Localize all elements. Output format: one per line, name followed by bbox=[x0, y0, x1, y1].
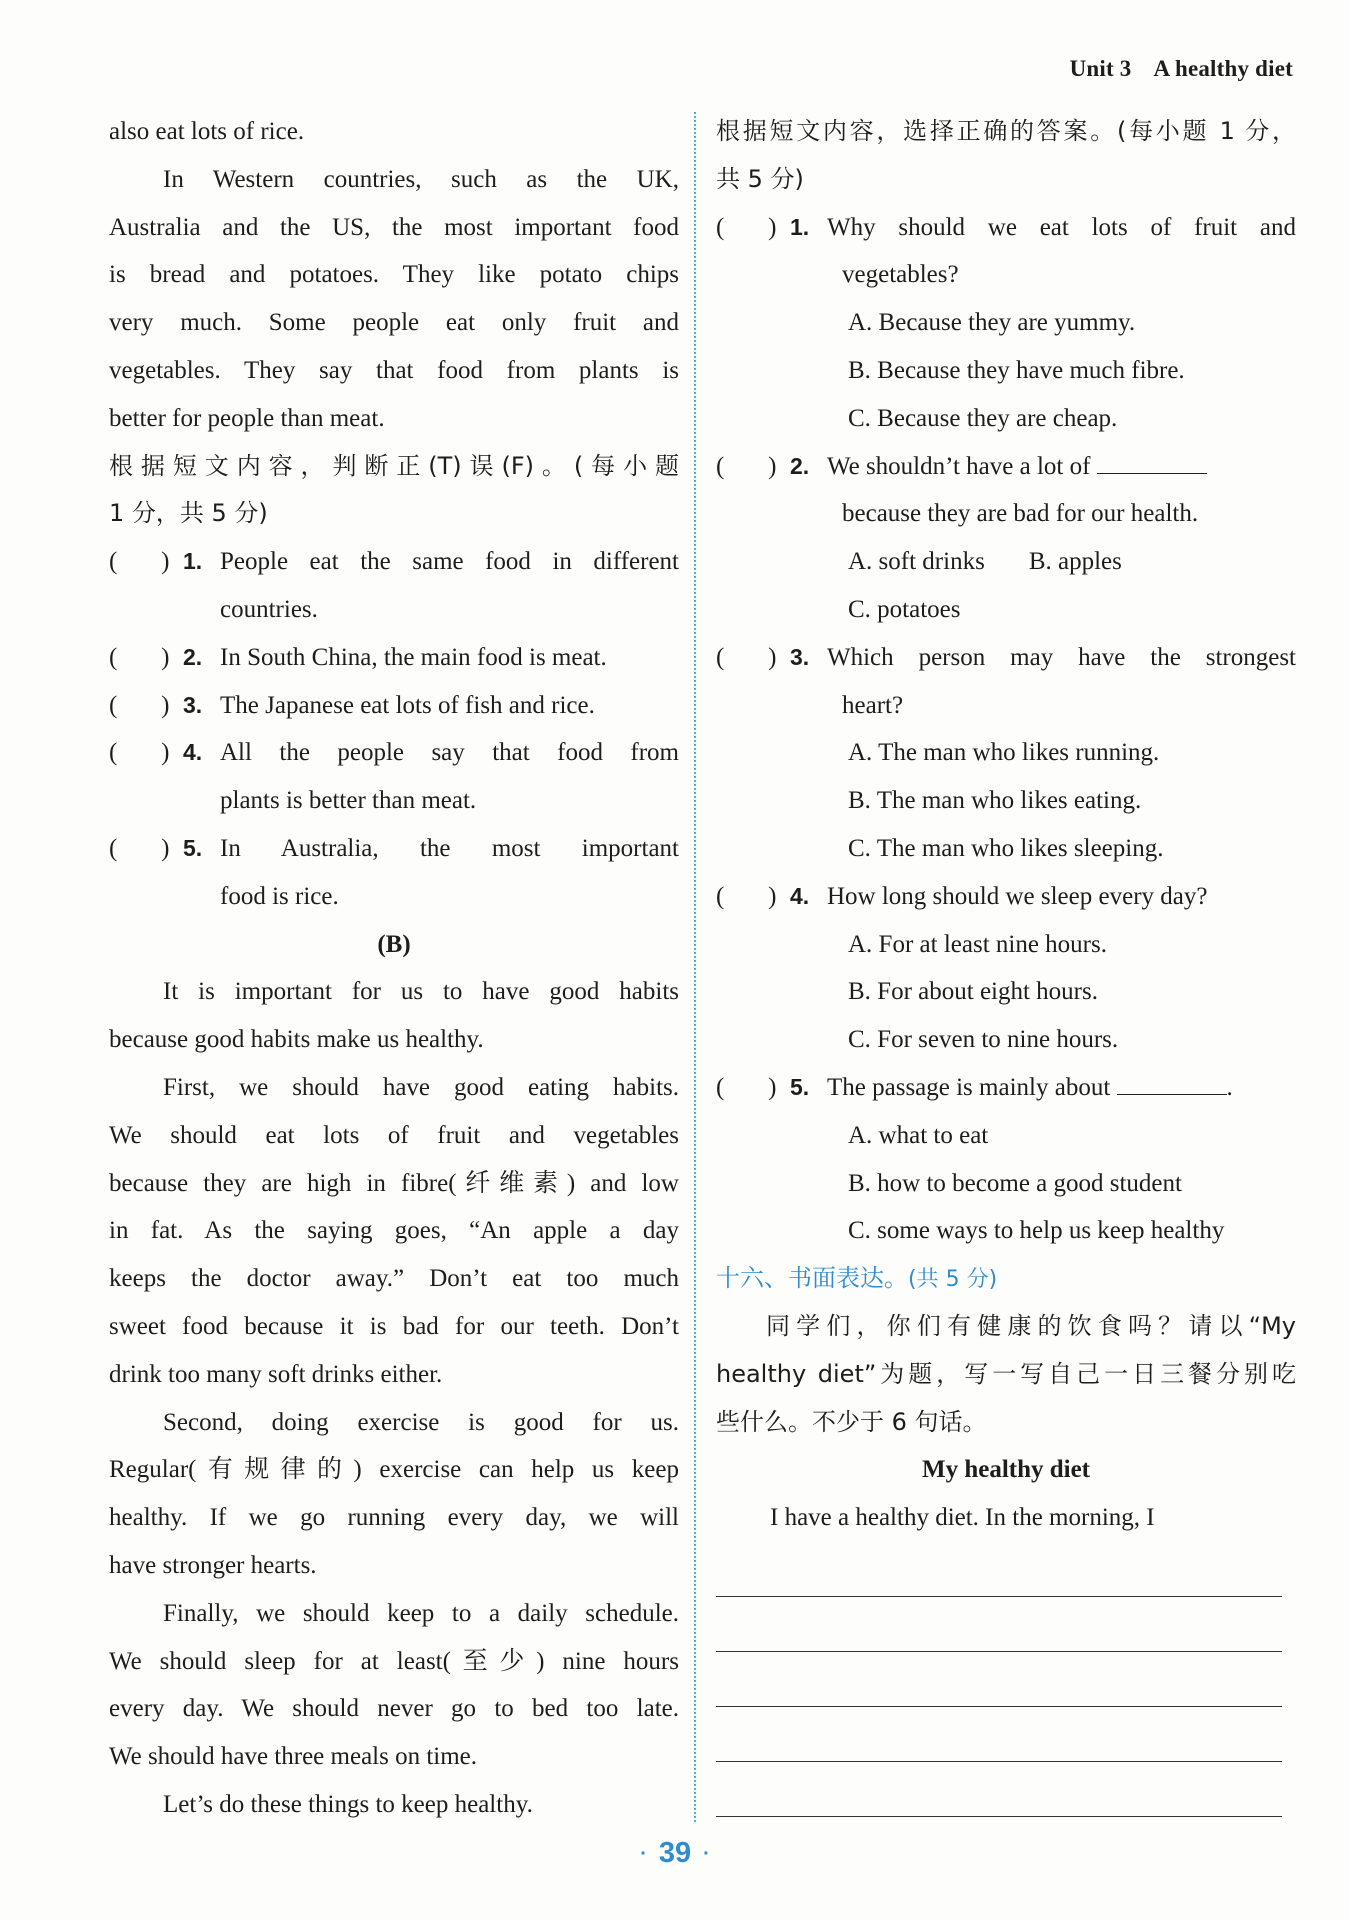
question-text: In South China, the main food is meat. bbox=[220, 643, 607, 671]
passage-a-line: also eat lots of rice. bbox=[109, 118, 305, 145]
writing-line[interactable] bbox=[716, 1597, 1282, 1652]
answer-blank[interactable]: ( ) bbox=[716, 213, 777, 241]
question-number: 1. bbox=[790, 213, 810, 240]
essay-title: My healthy diet bbox=[921, 1456, 1091, 1484]
question-text-cont: vegetables? bbox=[842, 261, 959, 289]
passage-b-line: Regular(有规律的) exercise can help us keep bbox=[109, 1456, 679, 1484]
answer-blank[interactable]: ( ) bbox=[716, 643, 777, 671]
passage-a-line: vegetables. They say that food from plants is bbox=[109, 356, 679, 384]
passage-b-line: Second, doing exercise is good for us. bbox=[163, 1408, 679, 1436]
passage-a-line: In Western countries, such as the UK, bbox=[163, 165, 679, 193]
option-c: C. potatoes bbox=[848, 595, 961, 623]
option-a: A. Because they are yummy. bbox=[848, 309, 1136, 337]
answer-blank[interactable]: ( ) bbox=[109, 643, 170, 671]
section-points: (共 5 分) bbox=[908, 1267, 998, 1293]
option-c: C. The man who likes sleeping. bbox=[848, 834, 1164, 862]
writing-line[interactable] bbox=[716, 1542, 1282, 1597]
question-text-cont: food is rice. bbox=[220, 882, 339, 910]
question-text: All the people say that food from bbox=[220, 739, 679, 767]
passage-b-line: Let’s do these things to keep healthy. bbox=[163, 1790, 533, 1818]
passage-b-line: in fat. As the saying goes, “An apple a day bbox=[109, 1217, 679, 1245]
passage-b-line: because good habits make us healthy. bbox=[109, 1026, 484, 1054]
answer-blank[interactable]: ( ) bbox=[109, 548, 170, 576]
option-c: C. Because they are cheap. bbox=[848, 404, 1118, 432]
question-text-cont: plants is better than meat. bbox=[220, 787, 477, 815]
answer-blank[interactable]: ( ) bbox=[109, 691, 170, 719]
passage-b-line: healthy. If we go running every day, we will bbox=[109, 1504, 679, 1532]
passage-b-line: We should sleep for at least(至少) nine hours bbox=[109, 1647, 679, 1675]
question-text-wrap bbox=[827, 443, 1296, 491]
option-a: A. what to eat bbox=[848, 1121, 989, 1149]
question-number: 1. bbox=[183, 548, 203, 575]
left-column bbox=[109, 108, 679, 1829]
mc-question bbox=[716, 204, 1296, 252]
question-text-wrap bbox=[827, 1064, 1296, 1112]
page-header bbox=[1070, 56, 1293, 82]
option-c: C. For seven to nine hours. bbox=[848, 1026, 1119, 1054]
question-number: 5. bbox=[790, 1073, 810, 1100]
passage-b-line: drink too many soft drinks either. bbox=[109, 1360, 443, 1388]
question-text: We shouldn’t have a lot of bbox=[827, 452, 1091, 480]
passage-b-line: keeps the doctor away.” Don’t eat too much bbox=[109, 1265, 679, 1293]
essay-start: I have a healthy diet. In the morning, I bbox=[770, 1504, 1155, 1532]
answer-blank[interactable]: ( ) bbox=[109, 739, 170, 767]
question-text: The passage is mainly about bbox=[827, 1073, 1111, 1101]
option-c: C. some ways to help us keep healthy bbox=[848, 1217, 1225, 1245]
passage-b-label: (B) bbox=[377, 930, 411, 958]
passage-b-line: First, we should have good eating habits. bbox=[163, 1073, 679, 1101]
tf-question bbox=[109, 538, 679, 586]
tf-instruction: 1 分，共 5 分) bbox=[109, 499, 268, 528]
page-number bbox=[0, 1837, 1350, 1870]
question-text: The Japanese eat lots of fish and rice. bbox=[220, 691, 595, 719]
question-number: 2. bbox=[790, 452, 810, 479]
passage-b-line: We should eat lots of fruit and vegetables bbox=[109, 1121, 679, 1149]
writing-prompt: healthy diet”为题，写一写自己一日三餐分别吃 bbox=[716, 1359, 1296, 1388]
writing-prompt: 些什么。不少于 6 句话。 bbox=[716, 1407, 987, 1436]
question-end: . bbox=[1226, 1073, 1233, 1101]
question-number: 4. bbox=[790, 882, 810, 909]
question-text-cont: because they are bad for our health. bbox=[842, 500, 1199, 528]
page-number-dot: · bbox=[703, 1842, 710, 1865]
passage-b-line: Finally, we should keep to a daily schedule. bbox=[163, 1599, 679, 1627]
mc-instruction: 共 5 分) bbox=[716, 164, 804, 193]
answer-blank[interactable]: ( ) bbox=[716, 1073, 777, 1101]
question-text: In Australia, the most important bbox=[220, 834, 679, 862]
passage-a-line: better for people than meat. bbox=[109, 404, 385, 432]
tf-question bbox=[109, 634, 679, 682]
unit-title: A healthy diet bbox=[1153, 56, 1293, 81]
option-row bbox=[716, 538, 1296, 586]
fill-blank bbox=[1097, 447, 1207, 474]
mc-question bbox=[716, 634, 1296, 682]
option-b: B. For about eight hours. bbox=[848, 978, 1098, 1006]
passage-b-line: It is important for us to have good habits bbox=[163, 978, 679, 1006]
mc-question bbox=[716, 873, 1296, 921]
question-text: People eat the same food in different bbox=[220, 548, 679, 576]
passage-b-line: because they are high in fibre(纤维素) and low bbox=[109, 1169, 679, 1197]
option-a: A. For at least nine hours. bbox=[848, 930, 1107, 958]
option-a: A. soft drinks bbox=[848, 548, 985, 576]
tf-question bbox=[109, 825, 679, 873]
mc-question bbox=[716, 1064, 1296, 1112]
mc-instruction: 根据短文内容，选择正确的答案。(每小题 1 分， bbox=[716, 117, 1296, 145]
question-text: Which person may have the strongest bbox=[827, 643, 1296, 671]
passage-b-line: have stronger hearts. bbox=[109, 1551, 317, 1579]
option-a: A. The man who likes running. bbox=[848, 739, 1160, 767]
column-divider bbox=[694, 112, 696, 1822]
answer-blank[interactable]: ( ) bbox=[109, 834, 170, 862]
answer-blank[interactable]: ( ) bbox=[716, 882, 777, 910]
mc-question bbox=[716, 443, 1296, 491]
question-text: Why should we eat lots of fruit and bbox=[827, 213, 1296, 241]
right-column bbox=[716, 108, 1296, 1817]
writing-section-title bbox=[716, 1255, 1296, 1303]
unit-label: Unit 3 bbox=[1069, 56, 1132, 81]
option-b: B. The man who likes eating. bbox=[848, 787, 1142, 815]
tf-question bbox=[109, 682, 679, 730]
question-number: 3. bbox=[183, 691, 203, 718]
passage-b-line: We should have three meals on time. bbox=[109, 1743, 478, 1771]
writing-line[interactable] bbox=[716, 1652, 1282, 1707]
passage-b-line: sweet food because it is bad for our teeth. Don’t bbox=[109, 1312, 679, 1340]
option-b: B. Because they have much fibre. bbox=[848, 356, 1185, 384]
option-b: B. apples bbox=[1028, 548, 1122, 576]
question-number: 4. bbox=[183, 739, 203, 766]
tf-question bbox=[109, 729, 679, 777]
passage-a-line: Australia and the US, the most important food bbox=[109, 213, 679, 241]
passage-a-line: is bread and potatoes. They like potato chips bbox=[109, 261, 679, 289]
writing-line[interactable] bbox=[716, 1707, 1282, 1762]
question-number: 3. bbox=[790, 643, 810, 670]
writing-line[interactable] bbox=[716, 1762, 1282, 1817]
question-number: 5. bbox=[183, 834, 203, 861]
passage-b-line: every day. We should never go to bed too late. bbox=[109, 1695, 679, 1723]
question-text: How long should we sleep every day? bbox=[827, 882, 1208, 910]
tf-instruction: 根据短文内容，判断正(T)误(F)。(每小题 bbox=[109, 451, 679, 480]
question-text-cont: heart? bbox=[842, 691, 904, 719]
passage-a-line: very much. Some people eat only fruit and bbox=[109, 309, 679, 337]
question-text-cont: countries. bbox=[220, 595, 318, 623]
page-number-value: 39 bbox=[658, 1837, 692, 1869]
question-number: 2. bbox=[183, 643, 203, 670]
answer-blank[interactable]: ( ) bbox=[716, 452, 777, 480]
writing-prompt: 同学们，你们有健康的饮食吗？请以“My bbox=[766, 1311, 1296, 1340]
fill-blank bbox=[1117, 1068, 1227, 1095]
option-b: B. how to become a good student bbox=[848, 1169, 1182, 1197]
page-number-dot: · bbox=[640, 1842, 647, 1865]
section-heading: 十六、书面表达。 bbox=[716, 1264, 908, 1293]
